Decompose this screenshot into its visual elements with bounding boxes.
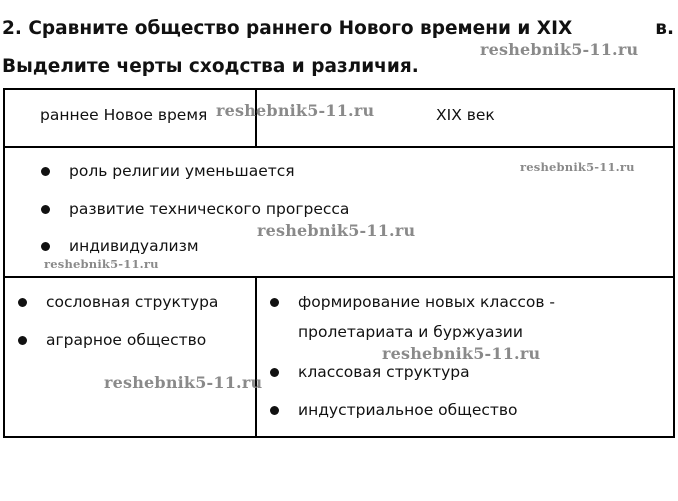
- header-xix-century: XIX век: [436, 106, 495, 124]
- bullet-icon: [41, 205, 50, 214]
- watermark: reshebnik5-11.ru: [104, 373, 263, 392]
- header-early-modern: раннее Новое время: [40, 106, 208, 124]
- bullet-icon: [270, 368, 279, 377]
- watermark: reshebnik5-11.ru: [216, 101, 375, 120]
- task-line-1-text: 2. Сравните общество раннего Нового времени и XIX: [2, 18, 573, 39]
- watermark: reshebnik5-11.ru: [257, 221, 416, 240]
- task-line-1-end: в.: [655, 18, 674, 39]
- bullet-icon: [41, 242, 50, 251]
- bullet-icon: [270, 406, 279, 415]
- comparison-table: раннее Новое время XIX век роль религии уменьшается развитие технического прогресса индивидуализм сословная структура аграрное общество формирование новых классов - пролетариата и буржуазии классовая структура индустриальное общество: [3, 88, 675, 438]
- watermark: reshebnik5-11.ru: [44, 257, 159, 271]
- bullet-icon: [41, 167, 50, 176]
- watermark: reshebnik5-11.ru: [520, 160, 635, 174]
- bullet-icon: [18, 298, 27, 307]
- watermark: reshebnik5-11.ru: [480, 40, 639, 59]
- watermark: reshebnik5-11.ru: [382, 344, 541, 363]
- bullet-icon: [18, 336, 27, 345]
- task-line-2: Выделите черты сходства и различия.: [2, 56, 419, 77]
- row-divider-2: [5, 276, 673, 278]
- bullet-icon: [270, 298, 279, 307]
- row-divider-1: [5, 146, 673, 148]
- xix-century-item-1-continuation: пролетариата и буржуазии: [298, 323, 523, 341]
- bottom-column-divider: [255, 276, 257, 436]
